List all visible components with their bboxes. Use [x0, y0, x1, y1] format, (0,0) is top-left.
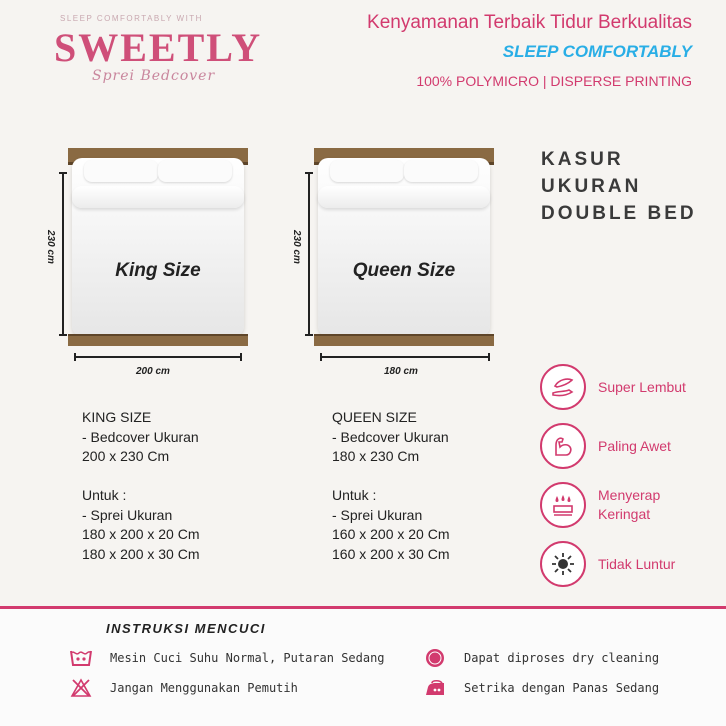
- king-bed-illustration: [68, 148, 248, 346]
- sprei-size-1: 180 x 200 x 20 Cm: [82, 526, 200, 542]
- king-length-dimension: [62, 172, 64, 336]
- kasur-heading: [541, 146, 697, 227]
- king-width-label: 200 cm: [136, 366, 170, 377]
- for-label: Untuk :: [82, 487, 127, 503]
- wash-item: [424, 678, 659, 698]
- bedcover-size: 180 x 230 Cm: [332, 448, 420, 464]
- washing-title: INSTRUKSI MENCUCI: [106, 621, 266, 636]
- queen-size-spec: [332, 408, 450, 564]
- dry-clean-icon: [424, 648, 446, 668]
- muscle-arm-icon: [540, 423, 586, 469]
- king-size-label: King Size: [115, 260, 201, 281]
- wash-item-text: Mesin Cuci Suhu Normal, Putaran Sedang: [110, 651, 385, 665]
- queen-size-label: Queen Size: [352, 260, 456, 281]
- queen-length-dimension: [308, 172, 310, 336]
- feature-paling-awet: [540, 423, 671, 469]
- sprei-size-1: 160 x 200 x 20 Cm: [332, 526, 450, 542]
- wash-item-text: Jangan Menggunakan Pemutih: [110, 681, 298, 695]
- king-length-label: 230 cm: [45, 230, 56, 264]
- feature-label: Menyerap: [598, 487, 661, 503]
- size-name: KING SIZE: [82, 409, 152, 425]
- header-title: Kenyamanan Terbaik Tidur Berkualitas: [367, 12, 692, 33]
- feature-menyerap-keringat: [540, 482, 660, 528]
- brand-tagline: SLEEP COMFORTABLY WITH: [60, 14, 203, 23]
- no-bleach-icon: [70, 678, 92, 698]
- queen-bed-illustration: [314, 148, 494, 346]
- feature-label: Paling Awet: [598, 437, 671, 454]
- pillow: [330, 160, 404, 182]
- king-width-dimension: [74, 356, 242, 358]
- pillow: [404, 160, 478, 182]
- bedcover-size: 200 x 230 Cm: [82, 448, 170, 464]
- wash-item: [424, 648, 659, 668]
- blanket-fold: [72, 186, 244, 208]
- sprei-label: - Sprei Ukuran: [332, 506, 423, 523]
- size-name: QUEEN SIZE: [332, 409, 417, 425]
- bed-footboard: [68, 334, 248, 346]
- wash-item-text: Setrika dengan Panas Sedang: [464, 681, 660, 695]
- wash-item: [70, 678, 298, 698]
- sun-icon: [540, 541, 586, 587]
- feather-hand-icon: [540, 364, 586, 410]
- feature-tidak-luntur: [540, 541, 675, 587]
- queen-width-dimension: [320, 356, 490, 358]
- bed-sheet: [318, 158, 490, 336]
- feature-label-line2: Keringat: [598, 506, 651, 522]
- iron-icon: [424, 678, 446, 698]
- feature-super-lembut: [540, 364, 686, 410]
- queen-width-label: 180 cm: [384, 366, 418, 377]
- header-subtitle: SLEEP COMFORTABLY: [502, 42, 692, 61]
- bed-footboard: [314, 334, 494, 346]
- washing-machine-icon: [70, 648, 92, 668]
- sprei-label: - Sprei Ukuran: [82, 506, 173, 523]
- bedcover-label: - Bedcover Ukuran: [332, 428, 449, 445]
- feature-label: Super Lembut: [598, 378, 686, 395]
- bedcover-label: - Bedcover Ukuran: [82, 428, 199, 445]
- brand-logo: SWEETLY: [54, 25, 263, 70]
- kasur-line-1: KASUR: [541, 149, 624, 170]
- brand-subtitle: Sprei Bedcover: [92, 68, 216, 84]
- feature-label: Tidak Luntur: [598, 555, 676, 572]
- pillow: [158, 160, 232, 182]
- for-label: Untuk :: [332, 487, 377, 503]
- queen-length-label: 230 cm: [291, 230, 302, 264]
- sweat-drops-icon: [540, 482, 586, 528]
- blanket-fold: [318, 186, 490, 208]
- wash-item-text: Dapat diproses dry cleaning: [464, 651, 660, 665]
- bed-sheet: [72, 158, 244, 336]
- sprei-size-2: 180 x 200 x 30 Cm: [82, 545, 200, 562]
- kasur-line-3: DOUBLE BED: [541, 203, 697, 224]
- sprei-size-2: 160 x 200 x 30 Cm: [332, 545, 450, 562]
- kasur-line-2: UKURAN: [541, 176, 642, 197]
- wash-item: [70, 648, 385, 668]
- pillow: [84, 160, 158, 182]
- king-size-spec: [82, 408, 200, 564]
- header-spec: 100% POLYMICRO | DISPERSE PRINTING: [416, 73, 692, 89]
